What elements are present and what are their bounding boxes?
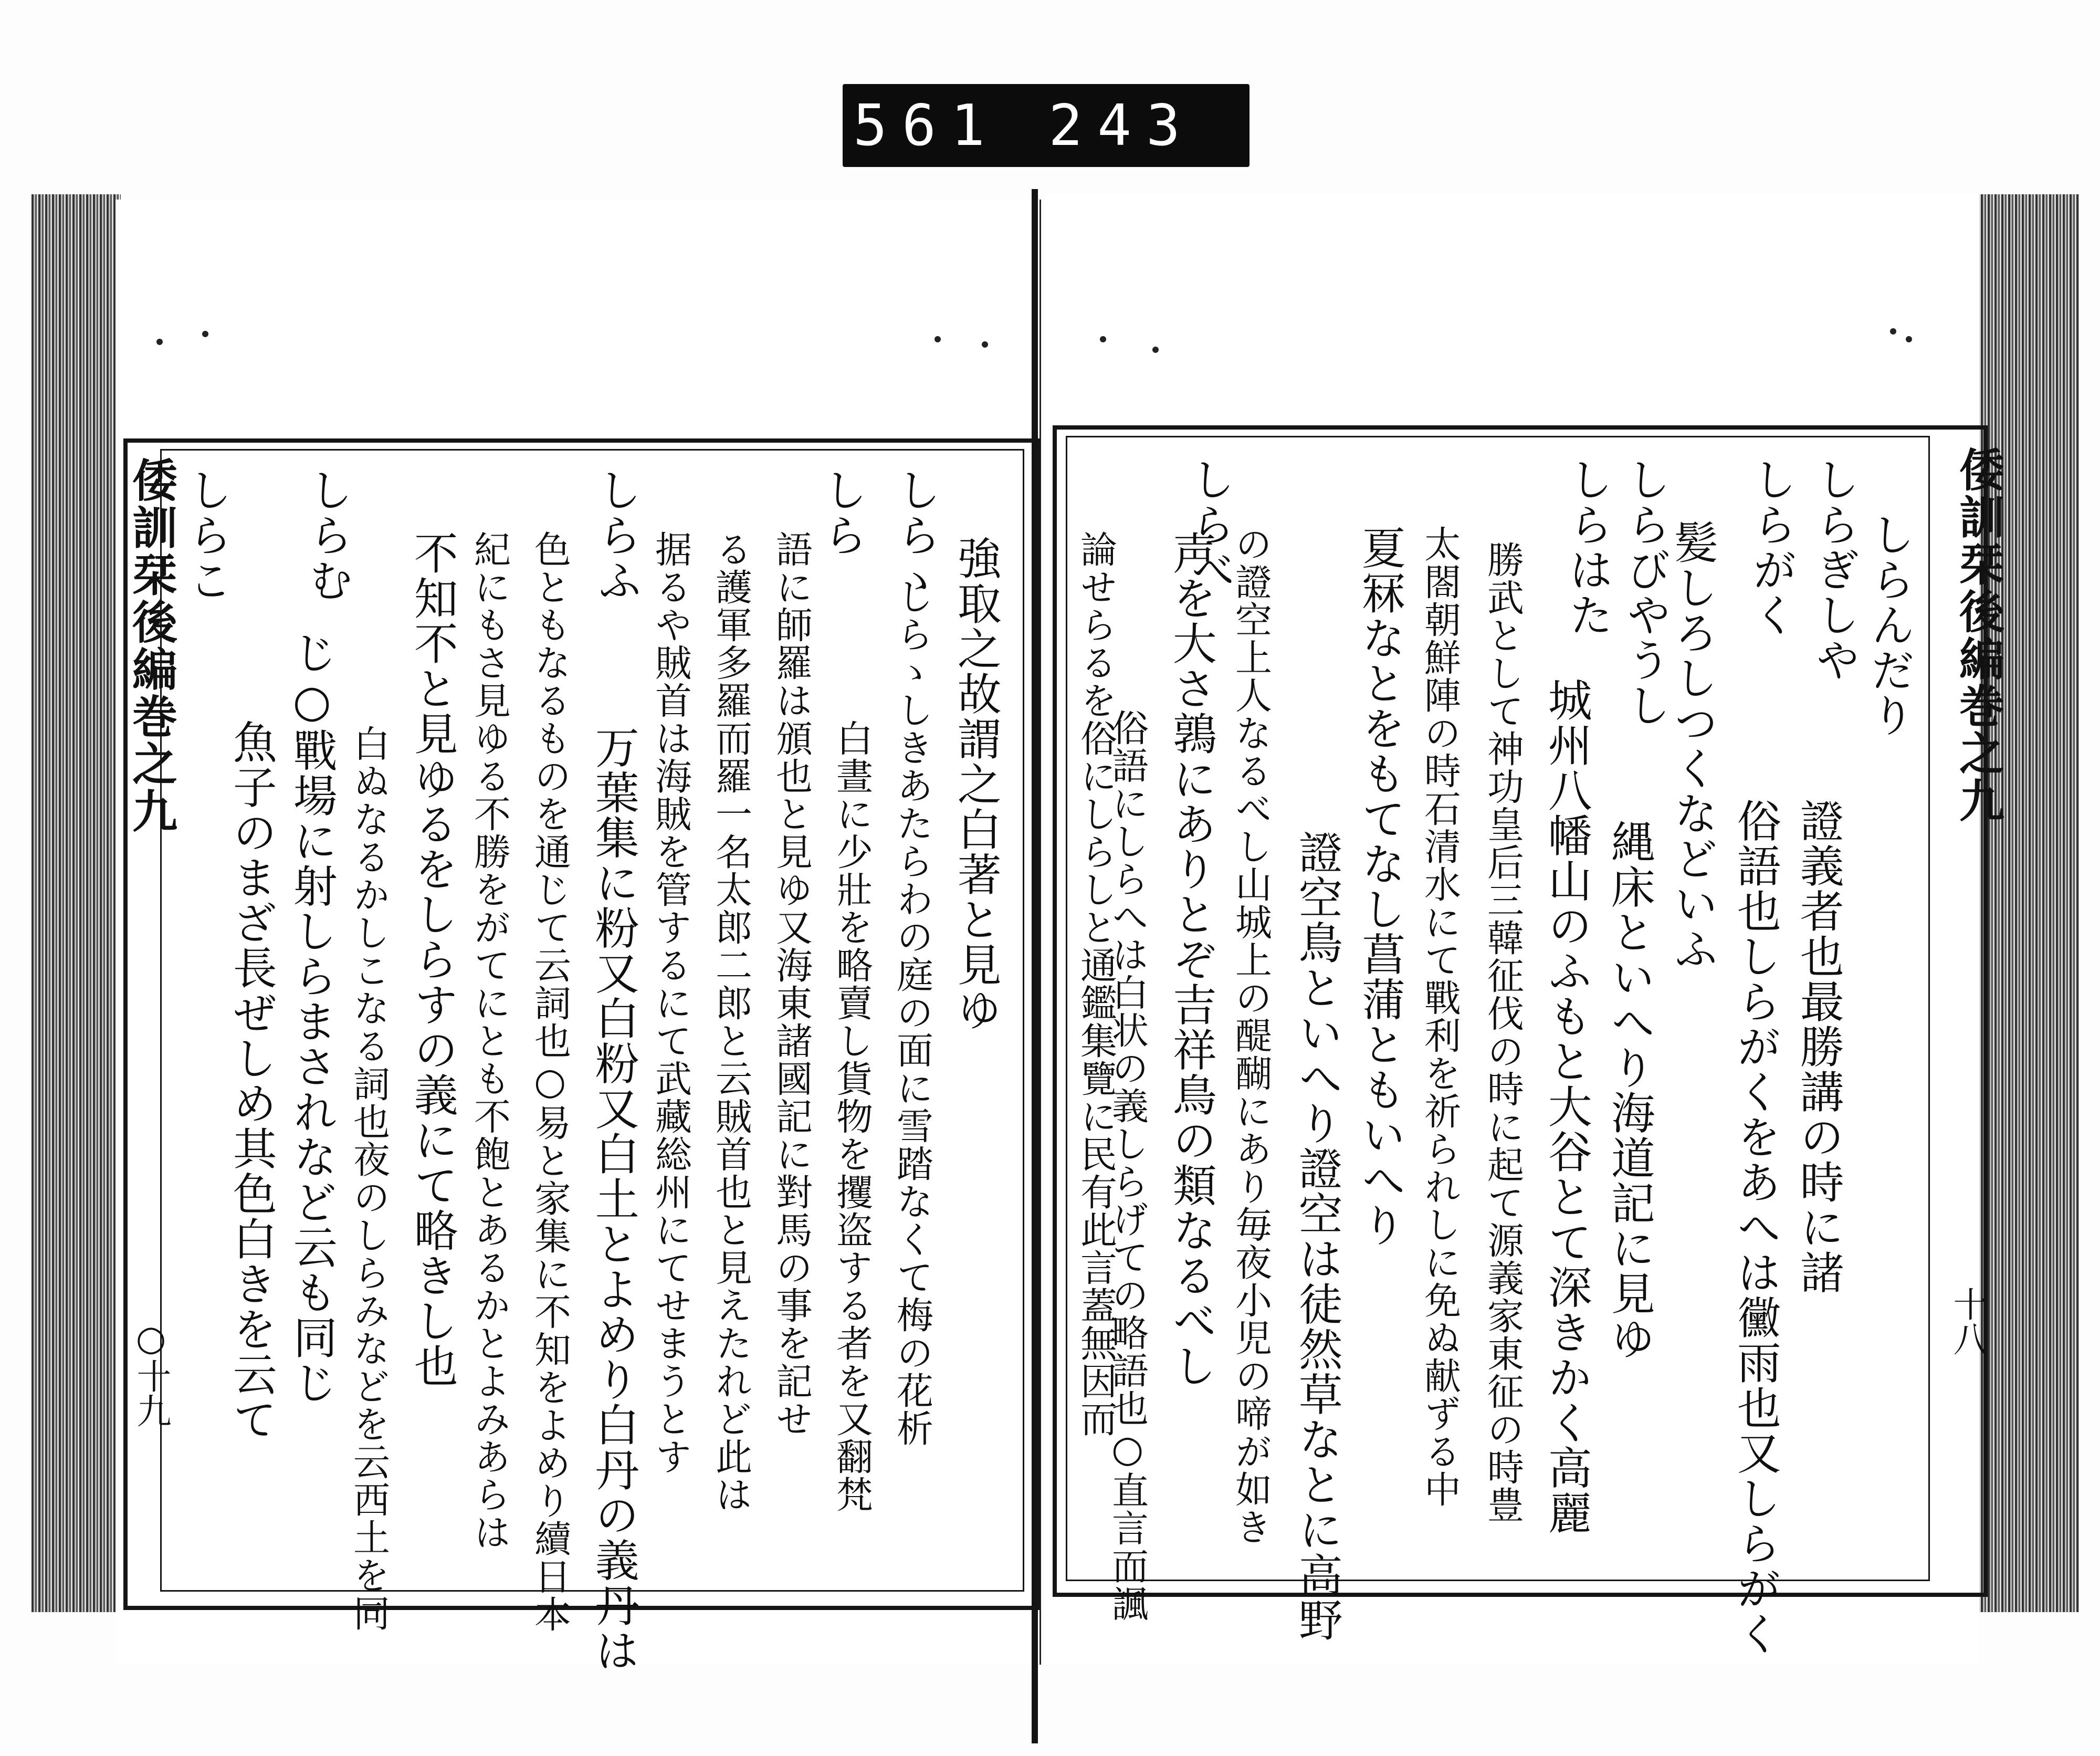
left-text-column: 白ぬなるかしこなる詞也夜のしらみなどを云西土を同 bbox=[347, 725, 391, 1632]
right-text-column: 城州八幡山のふもと大谷とて深きかく高麗 bbox=[1541, 677, 1593, 1535]
right-text-column: 太閤朝鮮陣の時石清水にて戰利を祈られしに免ぬ献ずる中 bbox=[1418, 525, 1462, 1508]
right-text-column: 髪しろしつくなどいふ bbox=[1667, 520, 1719, 971]
left-page-stack-edge bbox=[32, 194, 121, 1612]
right-text-column: 證義者也最勝講の時に諸 bbox=[1793, 798, 1845, 1295]
left-text-column: 強取之故謂之白著と見ゆ bbox=[950, 536, 1002, 1032]
left-text-column: る護軍多羅而羅一名太郎二郎と云賊首也と見えたれど此は bbox=[709, 530, 753, 1513]
right-text-column: 證空鳥といへり證空は徒然草なとに高野 bbox=[1292, 830, 1343, 1643]
headword: しらがく bbox=[1746, 457, 1798, 637]
right-text-column: 夏冧なとをもてなし菖蒲ともいへり bbox=[1354, 525, 1406, 1248]
headword: しらふ bbox=[591, 467, 643, 603]
left-text-column: 語に師羅は頒也と見ゆ又海東諸國記に對馬の事を記せ bbox=[770, 530, 813, 1438]
ink-spot bbox=[1152, 347, 1159, 353]
left-text-column: 紀にもさ見ゆる不勝をがてにとも不飽とあるかとよみあらは bbox=[468, 530, 511, 1551]
left-page-number: ○十九 bbox=[131, 1318, 171, 1428]
right-text-column: 論せらるを俗にしらしと通鑑集覽に民有此言蓋無因而 bbox=[1074, 530, 1118, 1438]
left-text-column: 色ともなるものを通じて云詞也○易と家集に不知をよめり續日本 bbox=[528, 530, 572, 1633]
catalog-number: 561 243 bbox=[853, 93, 1195, 159]
ink-spot bbox=[1906, 336, 1912, 342]
left-text-column: 万葉集に粉又白粉又白土とよめり白丹の義丹は bbox=[588, 725, 640, 1673]
right-text-column: しらんだり bbox=[1864, 512, 1916, 738]
right-margin-title: 倭訓栞後編巻之九 bbox=[1951, 446, 2004, 824]
right-page-stack-edge bbox=[1974, 194, 2079, 1612]
left-text-column: 白晝に少壯を略賣し貨物を攫盗する者を又翻梵 bbox=[830, 719, 874, 1513]
headword: しらむ bbox=[302, 467, 354, 603]
right-text-column: 俗語にしらへは白状の義しらげての略語也○直言而諷 bbox=[1106, 709, 1149, 1623]
headword: しらゝ bbox=[890, 467, 942, 603]
ink-spot bbox=[202, 331, 208, 337]
right-text-column: 勝武として神功皇后三韓征伐の時に起て源義家東征の時豊 bbox=[1481, 541, 1525, 1524]
right-page-number: 十八 bbox=[1947, 1287, 1988, 1356]
headword: しらべ bbox=[1184, 457, 1236, 592]
left-text-column: しらゝしきあたらわの庭の面に雪踏なくて梅の花析 bbox=[890, 578, 934, 1447]
left-text-column: 据るや賊首は海賊を管するにて武藏総州にてせまうとす bbox=[649, 530, 692, 1476]
left-text-column: じ○戰場に射しらまされなど云も同じ bbox=[286, 630, 338, 1405]
ink-spot bbox=[156, 339, 163, 345]
right-text-column: の證空上人なるべし山城上の醍醐にあり毎夜小児の啼が如き bbox=[1229, 525, 1273, 1546]
left-margin-title: 倭訓栞後編巻之九 bbox=[124, 457, 177, 835]
ink-spot bbox=[982, 341, 988, 348]
right-text-column: 縄床といへり海道記に見ゆ bbox=[1604, 819, 1656, 1361]
ink-spot bbox=[934, 336, 941, 342]
headword: しらはた bbox=[1562, 457, 1614, 637]
ink-spot bbox=[1890, 328, 1896, 335]
left-text-column: 不知不と見ゆるをしらすの義にて略きし也 bbox=[407, 530, 459, 1388]
right-text-column: 俗語也しらがくをあへは黴雨也又しらがく bbox=[1730, 798, 1782, 1656]
ink-spot bbox=[1100, 336, 1106, 342]
headword: しらこ bbox=[181, 467, 233, 603]
headword: しらびやうし bbox=[1620, 457, 1672, 728]
headword: しらぎしや bbox=[1809, 457, 1861, 683]
headword: しら bbox=[816, 467, 868, 558]
left-text-column: 魚子のまざ長ぜしめ其色白きを云て bbox=[226, 719, 278, 1442]
right-text-column: 声を大さ鶉にありとぞ吉祥鳥の類なるべし bbox=[1166, 530, 1217, 1388]
